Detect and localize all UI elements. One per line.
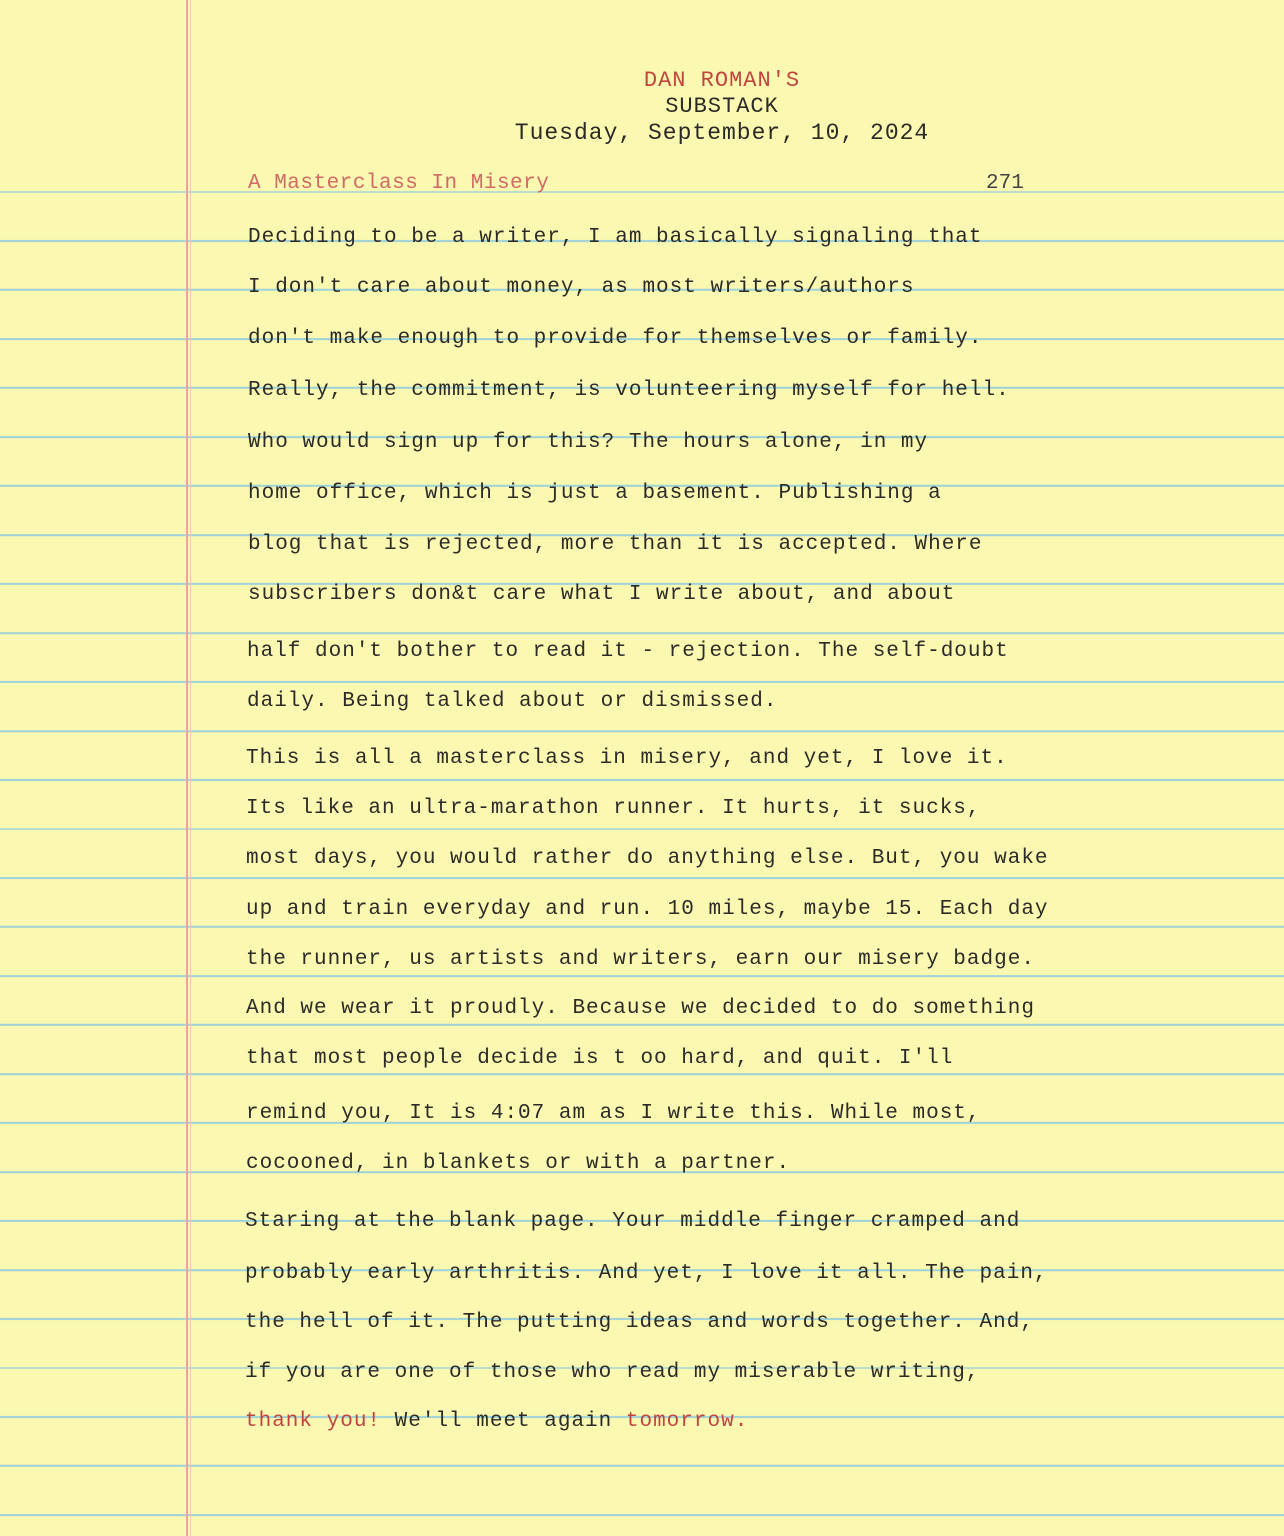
body-line: Its like an ultra-marathon runner. It hurts, it sucks,: [246, 797, 981, 820]
margin-rule: [186, 0, 188, 1536]
body-line: half don't bother to read it - rejection. The self-doubt: [247, 640, 1009, 663]
body-line: Who would sign up for this? The hours alone, in my: [248, 431, 929, 454]
body-line: daily. Being talked about or dismissed.: [247, 690, 778, 713]
author-heading: DAN ROMAN'S: [643, 68, 801, 93]
thank-you-text: thank you!: [245, 1410, 382, 1433]
body-line: the hell of it. The putting ideas and words together. And,: [245, 1311, 1034, 1334]
body-line: Staring at the blank page. Your middle finger cramped and: [245, 1210, 1021, 1233]
body-line: And we wear it proudly. Because we decided to do something: [246, 997, 1035, 1020]
body-line: I don't care about money, as most writers/authors: [248, 276, 915, 299]
body-line: don't make enough to provide for themselves or family.: [248, 327, 983, 350]
body-line: remind you, It is 4:07 am as I write this. While most,: [246, 1102, 981, 1125]
body-line: subscribers don&t care what I write about, and about: [248, 583, 956, 606]
closing-middle-text: We'll meet again: [381, 1410, 626, 1433]
entry-number: 271: [986, 172, 1024, 195]
body-line: Really, the commitment, is volunteering myself for hell.: [248, 379, 1010, 402]
body-line: This is all a masterclass in misery, and yet, I love it.: [246, 747, 1008, 770]
entry-title: A Masterclass In Misery: [248, 172, 550, 195]
closing-line: [245, 1410, 748, 1433]
tomorrow-text: tomorrow.: [625, 1410, 749, 1433]
margin-rule-secondary: [190, 0, 191, 1536]
body-line: cocooned, in blankets or with a partner.: [246, 1152, 791, 1175]
body-line: home office, which is just a basement. Publishing a: [248, 482, 942, 505]
body-line: probably early arthritis. And yet, I love it all. The pain,: [245, 1262, 1048, 1285]
body-line: up and train everyday and run. 10 miles, maybe 15. Each day: [246, 898, 1049, 921]
body-line: that most people decide is t oo hard, and quit. I'll: [246, 1047, 954, 1070]
body-line: the runner, us artists and writers, earn our misery badge.: [246, 948, 1035, 971]
body-line: if you are one of those who read my miserable writing,: [245, 1361, 980, 1384]
body-line: blog that is rejected, more than it is accepted. Where: [248, 533, 983, 556]
date-heading: Tuesday, September, 10, 2024: [514, 120, 930, 146]
body-line: Deciding to be a writer, I am basically signaling that: [248, 226, 983, 249]
publication-heading: SUBSTACK: [665, 94, 779, 119]
body-line: most days, you would rather do anything else. But, you wake: [246, 847, 1049, 870]
